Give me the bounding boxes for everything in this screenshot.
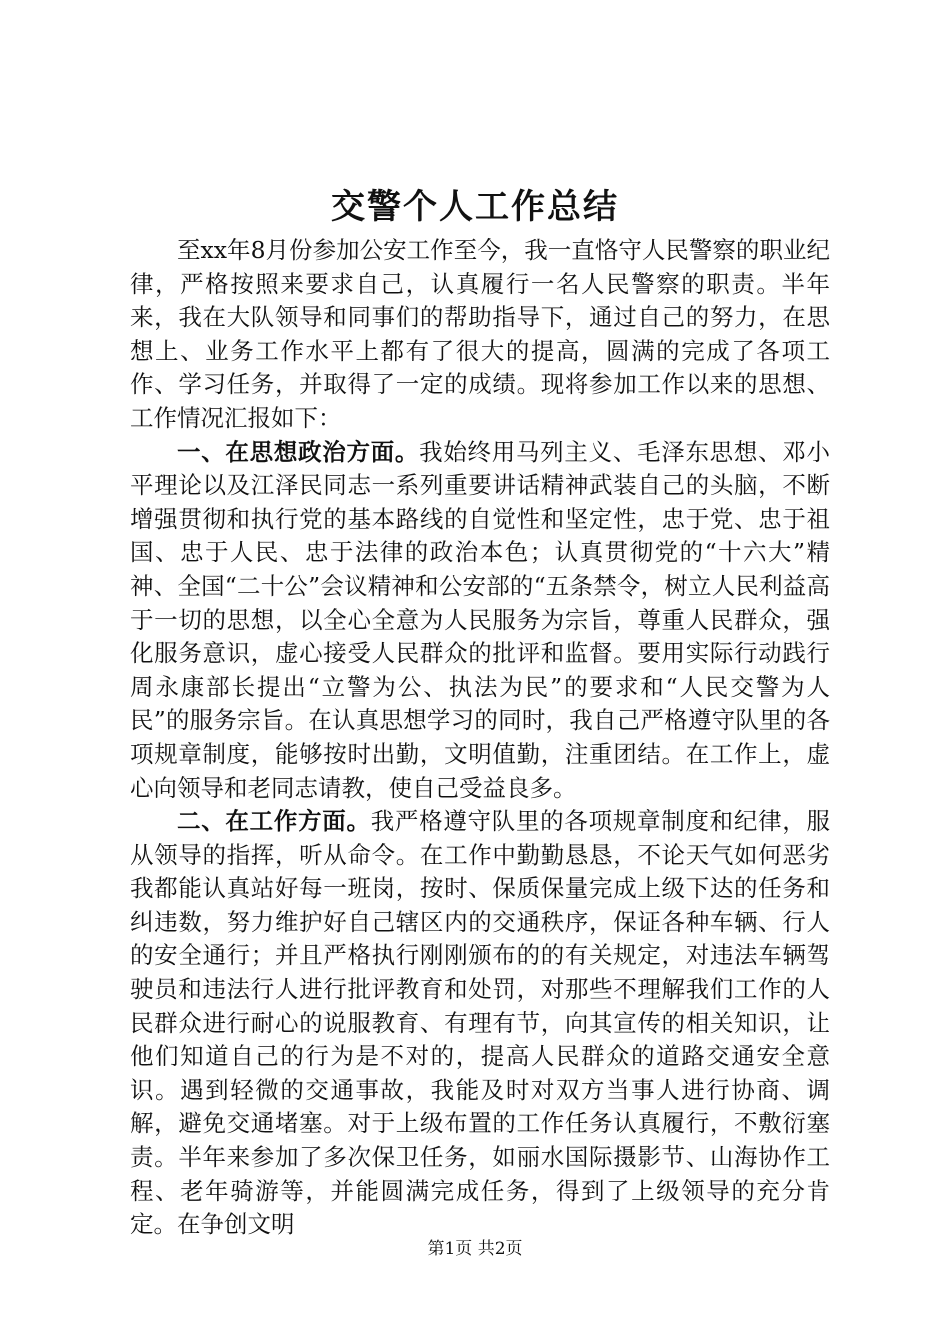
paragraph-political-text: 我始终用马列主义、毛泽东思想、邓小平理论以及江泽民同志一系列重要讲话精神武装自己的头脑，不断增强贯彻和执行党的基本路线的自觉性和坚定性，忠于党、忠于祖国、忠于人民、忠于法律的政治本色；认真贯彻党的“十六大”精神、全国“二十公”会议精神和公安部的“五条禁令，树立人民利益高于一切的思想，以全心全意为人民服务为宗旨，尊重人民群众，强化服务意识，虚心接受人民群众的批评和监督。要用实际行动践行周永康部长提出“立警为公、执法为民”的要求和“人民交警为人民”的服务宗旨。在认真思想学习的同时，我自己严格遵守队里的各项规章制度，能够按时出勤，文明值勤，注重团结。在工作上，虚心向领导和老同志请教，使自己受益良多。 — [130, 437, 831, 802]
paragraph-work-text: 我严格遵守队里的各项规章制度和纪律，服从领导的指挥，听从命令。在工作中勤勤恳恳，不论天气如何恶劣我都能认真站好每一班岗，按时、保质保量完成上级下达的任务和纠违数，努力维护好自己辖区内的交通秩序，保证各种车辆、行人的安全通行；并且严格执行刚刚颁布的的有关规定，对违法车辆驾驶员和违法行人进行批评教育和处罚，对那些不理解我们工作的人民群众进行耐心的说服教育、有理有节，向其宣传的相关知识，让他们知道自己的行为是不对的，提高人民群众的道路交通安全意识。遇到轻微的交通事故，我能及时对双方当事人进行协商、调解，避免交通堵塞。对于上级布置的工作任务认真履行，不敷衍塞责。半年来参加了多次保卫任务，如丽水国际摄影节、山海协作工程、老年骑游等，并能圆满完成任务，得到了上级领导的充分肯定。在争创文明 — [130, 807, 831, 1239]
paragraph-intro — [130, 234, 830, 436]
document-title: 交警个人工作总结 — [331, 187, 619, 227]
page-footer: 第1页 共2页 — [427, 1239, 523, 1259]
paragraph-intro-text: 至xx年8月份参加公安工作至今，我一直恪守人民警察的职业纪律，严格按照来要求自己，认真履行一名人民警察的职责。半年来，我在大队领导和同事们的帮助指导下，通过自己的努力，在思想上、业务工作水平上都有了很大的提高，圆满的完成了各项工作、学习任务，并取得了一定的成绩。现将参加工作以来的思想、工作情况汇报如下： — [130, 236, 830, 432]
document-body — [130, 234, 830, 1242]
section-heading-work: 二、在工作方面。 — [177, 807, 371, 836]
paragraph-work — [130, 805, 830, 1242]
paragraph-political — [130, 436, 830, 806]
section-heading-political: 一、在思想政治方面。 — [177, 437, 420, 466]
